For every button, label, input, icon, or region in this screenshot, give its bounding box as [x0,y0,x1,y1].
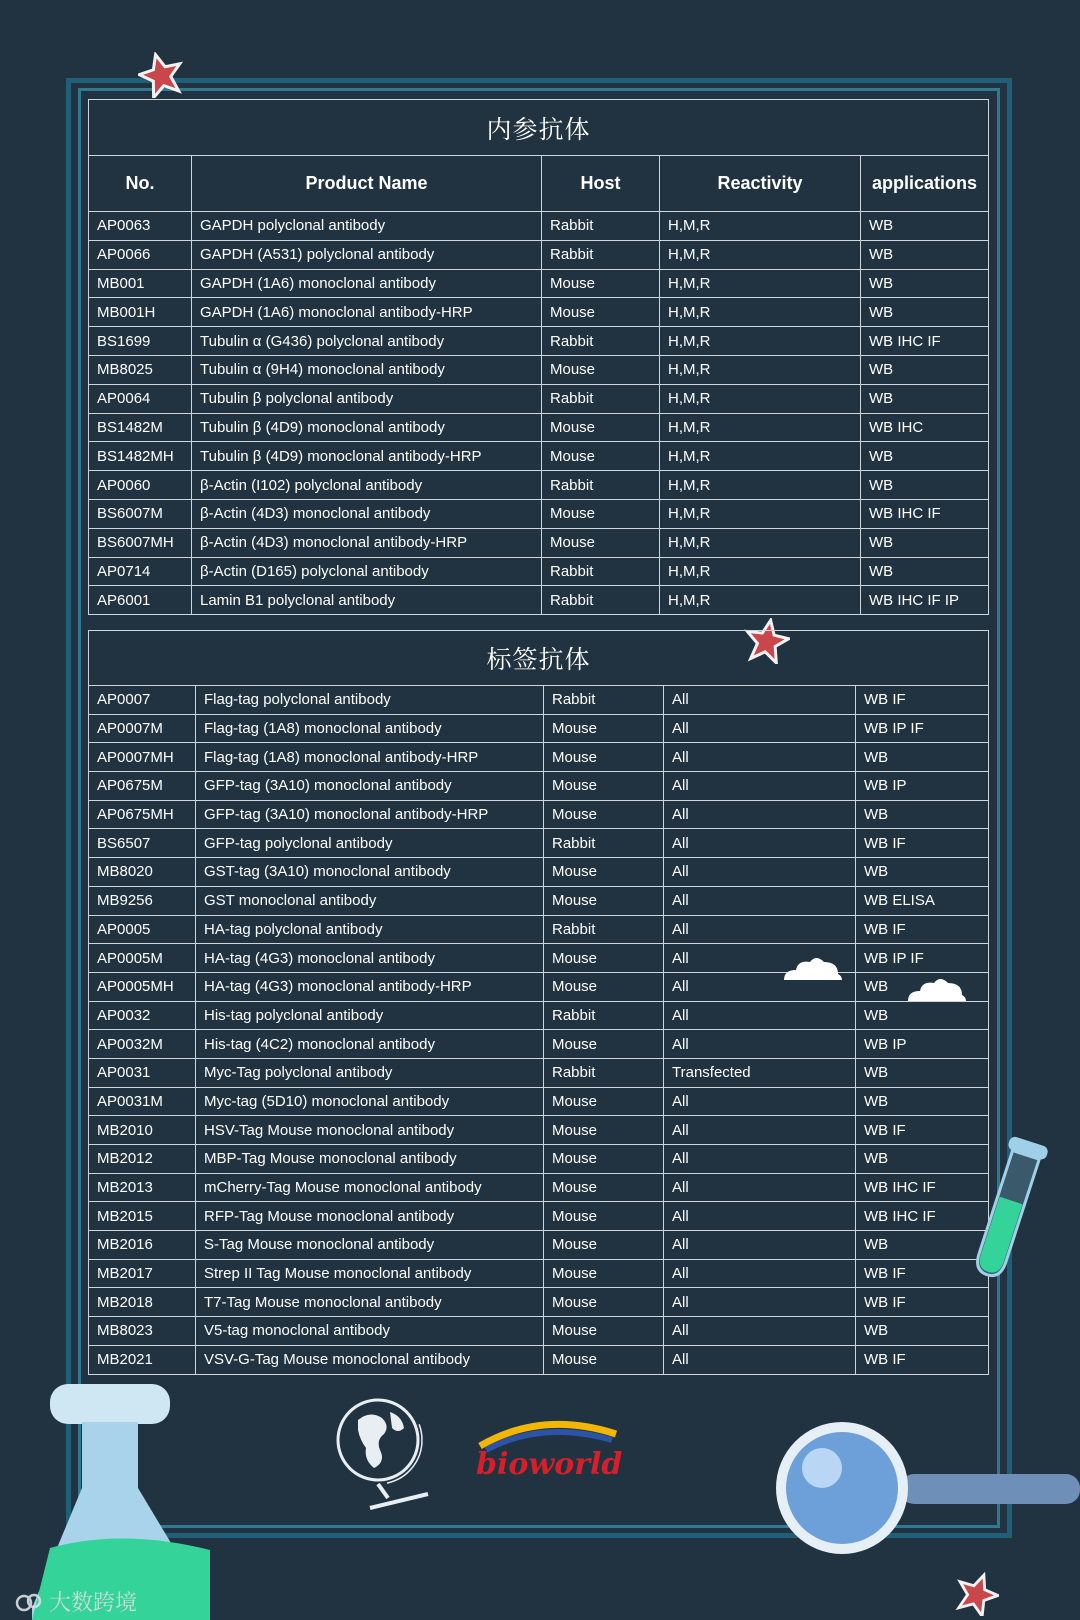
cell-reactivity: All [664,886,856,915]
table-row [89,1030,989,1059]
cell-applications: WB IF [856,1116,989,1145]
cell-reactivity: All [664,1173,856,1202]
cell-reactivity: All [664,944,856,973]
cell-applications: WB [856,1231,989,1260]
cell-host: Rabbit [544,915,664,944]
cell-product-name: GST monoclonal antibody [196,886,544,915]
test-tube-icon [958,1130,1058,1290]
table-row [89,1345,989,1374]
cell-product-name: Lamin B1 polyclonal antibody [192,586,542,615]
cell-reactivity: H,M,R [660,499,861,528]
table-row [89,1173,989,1202]
cell-product-name: Myc-tag (5D10) monoclonal antibody [196,1087,544,1116]
cell-applications: WB ELISA [856,886,989,915]
cell-no: BS6007MH [89,528,192,557]
cell-reactivity: All [664,772,856,801]
cell-no: MB2012 [89,1145,196,1174]
table-row [89,499,989,528]
cell-reactivity: All [664,686,856,715]
table-row [89,1116,989,1145]
cell-host: Mouse [542,499,660,528]
cell-applications: WB IF [856,829,989,858]
cell-product-name: Myc-Tag polyclonal antibody [196,1058,544,1087]
cell-reactivity: H,M,R [660,528,861,557]
table-row [89,915,989,944]
cell-no: AP0064 [89,384,192,413]
cell-product-name: Flag-tag polyclonal antibody [196,686,544,715]
cell-host: Mouse [542,528,660,557]
cell-no: MB9256 [89,886,196,915]
cell-reactivity: All [664,1317,856,1346]
cell-reactivity: H,M,R [660,240,861,269]
cell-host: Rabbit [544,1001,664,1030]
cell-no: MB001H [89,298,192,327]
cell-product-name: GAPDH (A531) polyclonal antibody [192,240,542,269]
cell-reactivity: H,M,R [660,471,861,500]
cell-host: Mouse [542,298,660,327]
cell-host: Mouse [542,355,660,384]
globe-logo-icon [330,1390,436,1514]
cell-applications: WB IHC [861,413,989,442]
cell-host: Mouse [544,886,664,915]
cell-no: BS1699 [89,327,192,356]
cell-product-name: VSV-G-Tag Mouse monoclonal antibody [196,1345,544,1374]
cell-applications: WB IHC IF IP [861,586,989,615]
table-row [89,714,989,743]
table-row [89,1202,989,1231]
cell-host: Mouse [542,269,660,298]
table-row [89,972,989,1001]
cell-host: Rabbit [542,557,660,586]
cell-no: MB8025 [89,355,192,384]
table-row [89,355,989,384]
cell-applications: WB [861,557,989,586]
table-row [89,557,989,586]
cell-reactivity: H,M,R [660,269,861,298]
cell-applications: WB IP IF [856,944,989,973]
cell-no: AP0005M [89,944,196,973]
cell-host: Mouse [544,1202,664,1231]
cell-no: AP0675MH [89,800,196,829]
cell-product-name: mCherry-Tag Mouse monoclonal antibody [196,1173,544,1202]
flask-icon [32,1378,222,1620]
cell-reactivity: All [664,1001,856,1030]
cell-host: Rabbit [544,829,664,858]
cell-applications: WB [856,1317,989,1346]
cell-applications: WB IHC IF [861,499,989,528]
cell-applications: WB [861,269,989,298]
cell-reactivity: All [664,829,856,858]
cell-no: MB2010 [89,1116,196,1145]
cell-applications: WB [861,442,989,471]
cell-applications: WB [856,1145,989,1174]
cell-product-name: Tubulin α (9H4) monoclonal antibody [192,355,542,384]
table-row [89,528,989,557]
cell-reactivity: All [664,1345,856,1374]
cell-reactivity: All [664,1259,856,1288]
cell-applications: WB IP IF [856,714,989,743]
cell-reactivity: H,M,R [660,442,861,471]
cell-reactivity: H,M,R [660,355,861,384]
cell-reactivity: All [664,1116,856,1145]
cell-no: MB2015 [89,1202,196,1231]
table-row [89,1145,989,1174]
cell-host: Mouse [544,1259,664,1288]
table-row [89,858,989,887]
cell-reactivity: H,M,R [660,586,861,615]
cell-product-name: RFP-Tag Mouse monoclonal antibody [196,1202,544,1231]
cell-applications: WB IHC IF [856,1202,989,1231]
cell-applications: WB [861,384,989,413]
cell-product-name: Flag-tag (1A8) monoclonal antibody [196,714,544,743]
cell-product-name: GAPDH (1A6) monoclonal antibody [192,269,542,298]
cell-host: Mouse [542,413,660,442]
table-row [89,327,989,356]
table-row [89,1001,989,1030]
cell-applications: WB [856,1058,989,1087]
cell-host: Mouse [544,1116,664,1145]
table-row [89,413,989,442]
table-row [89,772,989,801]
cell-reactivity: H,M,R [660,212,861,241]
table-row [89,384,989,413]
cell-applications: WB [856,972,989,1001]
cell-no: AP0063 [89,212,192,241]
cell-applications: WB [856,743,989,772]
col-header-reactivity: Reactivity [660,156,861,212]
cell-product-name: GAPDH polyclonal antibody [192,212,542,241]
cell-product-name: GFP-tag (3A10) monoclonal antibody-HRP [196,800,544,829]
cell-host: Mouse [544,1317,664,1346]
cell-applications: WB [856,800,989,829]
cell-no: MB8020 [89,858,196,887]
cell-product-name: MBP-Tag Mouse monoclonal antibody [196,1145,544,1174]
cell-product-name: Tubulin β (4D9) monoclonal antibody [192,413,542,442]
cell-applications: WB IF [856,915,989,944]
cell-product-name: Tubulin β (4D9) monoclonal antibody-HRP [192,442,542,471]
magnifier-icon [770,1418,1080,1558]
cell-applications: WB IP [856,1030,989,1059]
cell-host: Mouse [544,714,664,743]
cell-no: AP0032 [89,1001,196,1030]
tag-antibody-table [88,630,989,1375]
cell-no: BS6507 [89,829,196,858]
cell-no: MB2018 [89,1288,196,1317]
cell-host: Mouse [544,1030,664,1059]
col-header-no: No. [89,156,192,212]
cell-product-name: Strep II Tag Mouse monoclonal antibody [196,1259,544,1288]
cloud-icon [780,954,844,982]
cell-host: Rabbit [542,240,660,269]
cell-product-name: His-tag polyclonal antibody [196,1001,544,1030]
cell-applications: WB [861,298,989,327]
cell-host: Rabbit [542,384,660,413]
cell-host: Mouse [544,1345,664,1374]
section-title: 标签抗体 [89,631,989,686]
cell-no: AP0675M [89,772,196,801]
cell-no: AP0060 [89,471,192,500]
cell-product-name: β-Actin (4D3) monoclonal antibody-HRP [192,528,542,557]
cell-applications: WB IF [856,1288,989,1317]
cell-applications: WB [861,471,989,500]
cell-applications: WB IHC IF [861,327,989,356]
cell-reactivity: All [664,1231,856,1260]
cell-product-name: HSV-Tag Mouse monoclonal antibody [196,1116,544,1145]
cell-reactivity: All [664,972,856,1001]
cell-product-name: GFP-tag polyclonal antibody [196,829,544,858]
cell-host: Mouse [544,743,664,772]
table-row [89,240,989,269]
cell-product-name: HA-tag polyclonal antibody [196,915,544,944]
cell-host: Mouse [544,858,664,887]
cell-reactivity: All [664,1030,856,1059]
cell-applications: WB IF [856,686,989,715]
bioworld-logo [472,1412,622,1484]
table-row [89,800,989,829]
cell-no: AP0032M [89,1030,196,1059]
cell-reactivity: H,M,R [660,298,861,327]
cell-applications: WB [856,1001,989,1030]
cell-no: AP0007MH [89,743,196,772]
cell-reactivity: All [664,800,856,829]
star-icon [955,1572,999,1616]
table-row [89,586,989,615]
cell-host: Rabbit [542,586,660,615]
cell-reactivity: All [664,1145,856,1174]
cell-reactivity: H,M,R [660,384,861,413]
cell-product-name: His-tag (4C2) monoclonal antibody [196,1030,544,1059]
table-row [89,1058,989,1087]
table-row [89,442,989,471]
cell-no: MB8023 [89,1317,196,1346]
cell-no: BS1482M [89,413,192,442]
internal-reference-table [88,99,989,615]
table-row [89,471,989,500]
cell-reactivity: All [664,915,856,944]
cell-no: AP0031M [89,1087,196,1116]
cell-host: Rabbit [544,686,664,715]
cell-reactivity: All [664,1288,856,1317]
cell-host: Mouse [544,1231,664,1260]
section-title: 内参抗体 [89,100,989,156]
cell-no: MB2017 [89,1259,196,1288]
cell-applications: WB [861,528,989,557]
cell-reactivity: All [664,858,856,887]
cell-product-name: β-Actin (4D3) monoclonal antibody [192,499,542,528]
cell-reactivity: All [664,714,856,743]
cell-applications: WB [856,1087,989,1116]
cell-product-name: GST-tag (3A10) monoclonal antibody [196,858,544,887]
table-row [89,269,989,298]
cell-no: AP0005 [89,915,196,944]
table-row [89,1231,989,1260]
cell-reactivity: H,M,R [660,557,861,586]
cell-product-name: GFP-tag (3A10) monoclonal antibody [196,772,544,801]
watermark-logo-icon [14,1591,42,1613]
cell-no: AP6001 [89,586,192,615]
cell-no: AP0005MH [89,972,196,1001]
cell-product-name: HA-tag (4G3) monoclonal antibody [196,944,544,973]
cell-host: Mouse [544,972,664,1001]
cell-host: Mouse [544,800,664,829]
cell-product-name: T7-Tag Mouse monoclonal antibody [196,1288,544,1317]
table-row [89,886,989,915]
cell-reactivity: All [664,1202,856,1231]
cell-product-name: S-Tag Mouse monoclonal antibody [196,1231,544,1260]
cell-no: AP0007 [89,686,196,715]
cell-product-name: Tubulin β polyclonal antibody [192,384,542,413]
cell-product-name: HA-tag (4G3) monoclonal antibody-HRP [196,972,544,1001]
cell-reactivity: H,M,R [660,327,861,356]
cell-applications: WB [856,858,989,887]
col-header-host: Host [542,156,660,212]
cell-host: Mouse [544,1173,664,1202]
table-row [89,212,989,241]
cell-host: Mouse [542,442,660,471]
cell-applications: WB IF [856,1259,989,1288]
table-row [89,298,989,327]
cell-product-name: β-Actin (I102) polyclonal antibody [192,471,542,500]
cell-no: BS1482MH [89,442,192,471]
cell-no: AP0031 [89,1058,196,1087]
cell-applications: WB IF [856,1345,989,1374]
cell-no: AP0066 [89,240,192,269]
cell-applications: WB IHC IF [856,1173,989,1202]
cell-host: Rabbit [542,212,660,241]
cell-no: MB2013 [89,1173,196,1202]
star-icon [138,52,184,98]
cell-no: MB2021 [89,1345,196,1374]
bioworld-logo-text: bioworld [476,1447,622,1482]
cell-host: Rabbit [544,1058,664,1087]
col-header-product-name: Product Name [192,156,542,212]
table-row [89,944,989,973]
cell-product-name: GAPDH (1A6) monoclonal antibody-HRP [192,298,542,327]
cell-applications: WB [861,240,989,269]
table-row [89,1087,989,1116]
cell-no: MB2016 [89,1231,196,1260]
cell-product-name: Flag-tag (1A8) monoclonal antibody-HRP [196,743,544,772]
cell-product-name: Tubulin α (G436) polyclonal antibody [192,327,542,356]
cell-no: BS6007M [89,499,192,528]
cell-host: Mouse [544,772,664,801]
cell-reactivity: Transfected [664,1058,856,1087]
table-row [89,1317,989,1346]
cell-host: Mouse [544,1145,664,1174]
cell-host: Rabbit [542,471,660,500]
col-header-applications: applications [861,156,989,212]
cell-host: Rabbit [542,327,660,356]
cell-reactivity: All [664,743,856,772]
cell-applications: WB [861,355,989,384]
cloud-icon [904,975,968,1003]
table-row [89,1288,989,1317]
cell-product-name: V5-tag monoclonal antibody [196,1317,544,1346]
watermark [14,1586,137,1617]
cell-no: MB001 [89,269,192,298]
cell-applications: WB IP [856,772,989,801]
cell-no: AP0714 [89,557,192,586]
cell-applications: WB [861,212,989,241]
table-row [89,743,989,772]
table-row [89,686,989,715]
cell-reactivity: All [664,1087,856,1116]
watermark-text: 大数跨境 [49,1591,138,1616]
cell-reactivity: H,M,R [660,413,861,442]
cell-host: Mouse [544,944,664,973]
cell-host: Mouse [544,1087,664,1116]
table-row [89,1259,989,1288]
cell-no: AP0007M [89,714,196,743]
table-row [89,829,989,858]
cell-product-name: β-Actin (D165) polyclonal antibody [192,557,542,586]
cell-host: Mouse [544,1288,664,1317]
